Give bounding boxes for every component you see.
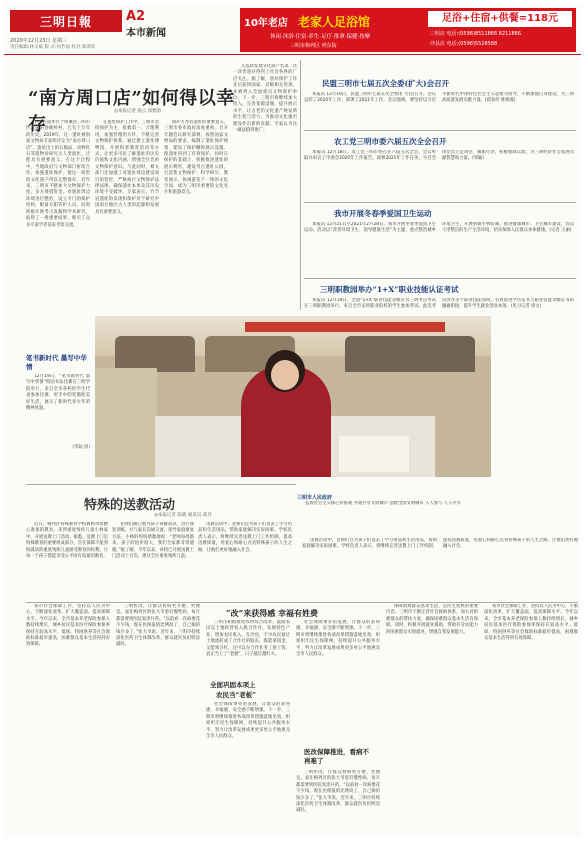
main-story-col-3: 保护万寿岩遗址的重要意义，三明市委市政府高度重视，召开专题会议研究部署。按照国家文物局的要求，编制了遗址保护规划，建设了保护棚和展示设施，使遗址得到了有效保护。同时在保护的基础上，积极推进遗址的展示利用，建设考古遗址公园，打造集文物保护、科学研究、教育展示、休闲游览于一体的文化空间，成为三明市重要的文化名片和旅游景点。 <box>164 120 228 196</box>
masthead-rule <box>4 54 581 55</box>
photo-caption-title: 笔书新时代 墨写中华情 <box>26 354 87 371</box>
bottom-headline: “改”来获得感 幸福有姓费 <box>226 608 318 618</box>
right-lower-text: 送教活动中，老师们还为孩子们送去了学习用品和生活用品，帮助家庭解决实际困难。学校负责人表示，将继续完善送教上门工作机制，提高送教质量，用爱心和耐心点亮特殊孩子的人生之路，让他们更好地融入社会。 <box>302 538 578 550</box>
ad-text: 弘扬社会主义核心价值观 共建共享文明城市 创建全国文明城市 人人参与 人人共享 <box>305 501 461 506</box>
calligraphy-photo <box>95 316 491 477</box>
right-headline-3: 我市开展冬春季爱国卫生运动 <box>334 209 432 218</box>
bottom-col-4: 社会保障事业的发展，让群众的获得感、幸福感、安全感不断增强。下一步，三明市将继续推进各项改革措施落地见效，织密织牢民生保障网，持续提升公共服务水平，努力让改革发展成果更多更公平地惠及全市人民群众。 <box>296 620 380 658</box>
bottom-subhead-1b: 农民当“老板” <box>216 691 256 699</box>
right-story-3: 本报讯 12月21日至2021年2月28日，我市开展冬春季爱国卫生运动。活动以“改善环境卫生、倡导健康生活”为主题，重点整治城乡环境卫生，开展病媒生物防制，推进健康城市、卫生城市建设，营造干净整洁的生产生活环境，切实保障人民群众身体健康。(记者 王丽) <box>304 222 574 234</box>
bottom-col-1: 我市社会保障工作，坚持以人民为中心，不断深化改革，扩大覆盖面，提高保障水平。今年以来，全市基本养老保险参保人数持续增长，城乡居民基本医疗保险参保率保持在较高水平。低保、特困供养等社会救助标准稳步提高，困难群众基本生活得到有效保障。 <box>26 604 110 648</box>
bottom-col-2: 三明医改，让群众看病更方便、更便宜。家住梅列区的张大爷患有慢性病，每月都需要到医院复诊开药。“以前看一次病要花不少钱，现在医保报销比例高了，自己掏的钱少多了。”张大爷说。近年来，三明市持续深化医药卫生体制改革，群众就医负担明显减轻。 <box>116 604 200 648</box>
main-story-col-2: 在遗址保护工作中，三明市坚持保护为主、抢救第一、合理利用、加强管理的方针，不断完善文物保护体系。通过建立遗址博物馆、开展科普教育活动等方式，让更多市民了解遗址的历史价值和文化内涵，增强全社会的文物保护意识。与此同时，相关部门还加强了对遗址周边建设项目的管控，严格执行文物保护法律法规，确保遗址本体及其历史环境不受破坏。专家表示，竹节岩遗址的发现和保护对于研究中国南方地区古人类的起源和发展具有重要意义。 <box>95 120 159 215</box>
bottom-subhead-2: 医改保障推进，看病不再难了 <box>304 748 369 765</box>
ad-brand: 10年老店 <box>244 18 288 29</box>
right-story-4: 本报讯 12月19日，全国“1+X”职业技能等级证书三明考点考试在三明职教园举行，来自全市多所职业院校的学生参加考试。此次考试涉及多个职业技能领域，有效促进学历证书与职业技能等级证书的融通衔接，提升学生就业创业本领。(见习记者 徐文) <box>304 298 574 310</box>
newspaper-logo: 三明日報 <box>10 10 122 32</box>
ad-name: 老家人足浴馆 <box>298 15 371 29</box>
dateline: 2020年12月23日 星期三 <box>10 38 68 44</box>
divider <box>26 484 296 485</box>
main-headline: “南方周口店”如何得以幸存 <box>28 88 235 135</box>
divider <box>26 602 578 603</box>
ad-phone-2: 沙县店 电话:(0598)5528588 <box>430 41 498 47</box>
bottom-col-3b: 社会保障事业的发展，让群众的获得感、幸福感、安全感不断增强。下一步，三明市将继续推进各项改革措施落地见效，织密织牢民生保障网，持续提升公共服务水平，努力让改革发展成果更多更公平地惠及全市人民群众。 <box>206 702 290 740</box>
ad-phone: 三明店 电话:(0598)8511866 8211866 <box>430 31 522 37</box>
masthead <box>4 4 581 52</box>
divider <box>304 202 576 203</box>
photo-crowd <box>345 336 475 372</box>
bottom-col-6: 我市社会保障工作，坚持以人民为中心，不断深化改革，扩大覆盖面，提高保障水平。今年以来，全市基本养老保险参保人数持续增长，城乡居民基本医疗保险参保率保持在较高水平。低保、特困供养等社会救助标准稳步提高，困难群众基本生活得到有效保障。 <box>484 604 578 642</box>
bottom-col-4b: 三明医改，让群众看病更方便、更便宜。家住梅列区的张大爷患有慢性病，每月都需要到医院复诊开药。“以前看一次病要花不少钱，现在医保报销比例高了，自己掏的钱少多了。”张大爷说。近年来，三明市持续深化医药卫生体制改革，群众就医负担明显减轻。 <box>296 770 380 814</box>
section2-col-1: 近日，梅列区特殊教育学校教师带着精心准备的教具，来到重度残疾儿童小林家中，开展送教上门活动。据悉，送教上门是特殊教育的重要组成部分，旨在保障不能到校就读的重度残疾儿童接受教育的权利，让每一个孩子都能享受公平而有质量的教育。 <box>26 522 108 560</box>
editors-line: 责任编辑:林文斌 版 式:何芳福 校对:郑翠萍 <box>10 45 96 50</box>
ad-subtitle: 休闲·沐浴·住宿·养生·足疗·推拿·保健·按摩 <box>270 34 371 40</box>
top-advertisement <box>240 8 576 52</box>
divider <box>304 278 576 279</box>
photo-paper <box>339 436 409 472</box>
photo-caption-text: 12月19日，“笔书新时代 墨写中华情”校园书法比赛在三明学院举行，来自全市各校的学生代表参加比赛，用手中的笔描绘美好生活，展示了新时代青少年的精神风貌。 <box>26 374 90 412</box>
photo-credit: (邹颖 摄) <box>72 445 90 450</box>
photo-student-face <box>271 360 299 390</box>
photo-banner <box>245 322 445 332</box>
right-story-2: 本报讯 12月18日，农工党三明市委召开六届五次全会。会议听取并审议了市委会2020年工作报告，部署2021年工作任务，号召全体党员立足岗位，履职尽责，积极参政议政，为三明经济社会发展贡献智慧和力量。(邹颖) <box>304 150 574 162</box>
right-story-1: 本报讯 12月19日，民盟三明市七届五次全委(扩大)会召开。会议总结了2020年工作，部署了2021年工作。会议强调，要坚持以习近平新时代中国特色社会主义思想为指导，不断加强自身建设，为三明高质量发展贡献力量。(郑春萍 林燕燕) <box>304 92 574 104</box>
newspaper-page <box>4 4 581 837</box>
section2-byline: ◎本报记者 陈晓 通讯员 邱丹 <box>154 513 212 518</box>
public-service-ad <box>297 494 579 536</box>
main-story-col-4: 入选新发现文化遗产名录，这一珍贵遗存得到了社会各界的广泛关注。据了解，遗址保护工作先后获得国家、省级相关奖项，并被列入全国重点文物保护单位。下一步，三明市将继续加大投入，完善基础设施，提升展示水平，让古老的文化遗产焕发新的生机与活力，为推动文化强市建设作出新的贡献。专家认为这一做法值得推广。 <box>233 64 297 134</box>
right-headline-4: 三明职教园举办“1+X”职业技能认证考试 <box>320 285 459 294</box>
ad-label: 三明市人民政府 <box>297 495 333 501</box>
right-headline-1: 民盟三明市七届五次全委(扩大)会召开 <box>322 79 450 88</box>
photo-caption-box <box>26 354 90 472</box>
right-headline-2: 农工党三明市委六届五次全会召开 <box>334 137 447 146</box>
section2-col-2: 老师们耐心地为孩子讲解知识，进行康复训练，并与家长沟通交流，指导家庭康复方法。小林的妈妈感激地说：“老师每周都来，孩子的进步很大，我们全家都非常感谢。”据了解，今年以来，该校已开展送教上门活动上百次，惠及全区重度残疾儿童。 <box>112 522 194 560</box>
column-divider <box>300 60 301 310</box>
bottom-subhead-1: 全面巩固本项上 <box>210 681 256 689</box>
ad-price: 足浴+住宿+供餐=118元 <box>428 11 572 27</box>
main-story-col-1: 竹节岩遗址位于明溪县三明市区北部的苍峡岭村，已有十万年的历史。2019年，这一遗址被国家文物局专家组评定为“南方周口店”。遗址出土的石制品、动物化石等遗物对研究古人类演化、迁徙具有重要意义。在这个过程中，当地政府与文物部门密切合作，加强遗址保护，使这一珍贵的文化遗产得以完整保存。近年来，三明市不断加大文物保护力度，多方筹措资金，对遗址周边环境进行整治，设立专门的保护机构，配备专职管护人员。同时积极开展考古发掘和学术研究，取得了一批重要成果，吸引了众多专家学者前来考察交流。 <box>26 120 90 228</box>
section-code: A2 <box>126 9 146 24</box>
photo-poster <box>95 368 157 477</box>
section2-col-3: 送教活动中，老师们还为孩子们送去了学习用品和生活用品，帮助家庭解决实际困难。学校负责人表示，将继续完善送教上门工作机制，提高送教质量，用爱心和耐心点亮特殊孩子的人生之路，让他们更好地融入社会。 <box>198 522 292 553</box>
bottom-col-5: 保障困难群众基本生活，是民生兜底的重要内容。三明市不断完善社会救助体系，加大对困难群众的帮扶力度，确保困难群众基本生活有保障。同时，积极开展就业援助，帮助有劳动能力的困难群众实现就业，增强自我发展能力。 <box>386 604 478 635</box>
bottom-col-3a: 三明市积极推进农村综合改革，鼓励农民以土地经营权入股合作社，发展特色产业，增加农民收入。在沙县，不少农民通过土地流转成了合作社的股东，既能拿租金，又能领分红，还可以在合作社务工挣工资，真正当上了“老板”，日子越过越红火。 <box>206 620 290 658</box>
divider <box>304 130 576 131</box>
main-byline: ◎本报记者 骆云 徐雅韵 <box>114 109 162 114</box>
ad-address: 三明市梅列区 列东街 <box>290 43 337 49</box>
section2-headline: 特殊的送教活动 <box>84 498 176 513</box>
photo-crowd <box>115 336 195 372</box>
section-name: 本市新闻 <box>126 28 166 39</box>
